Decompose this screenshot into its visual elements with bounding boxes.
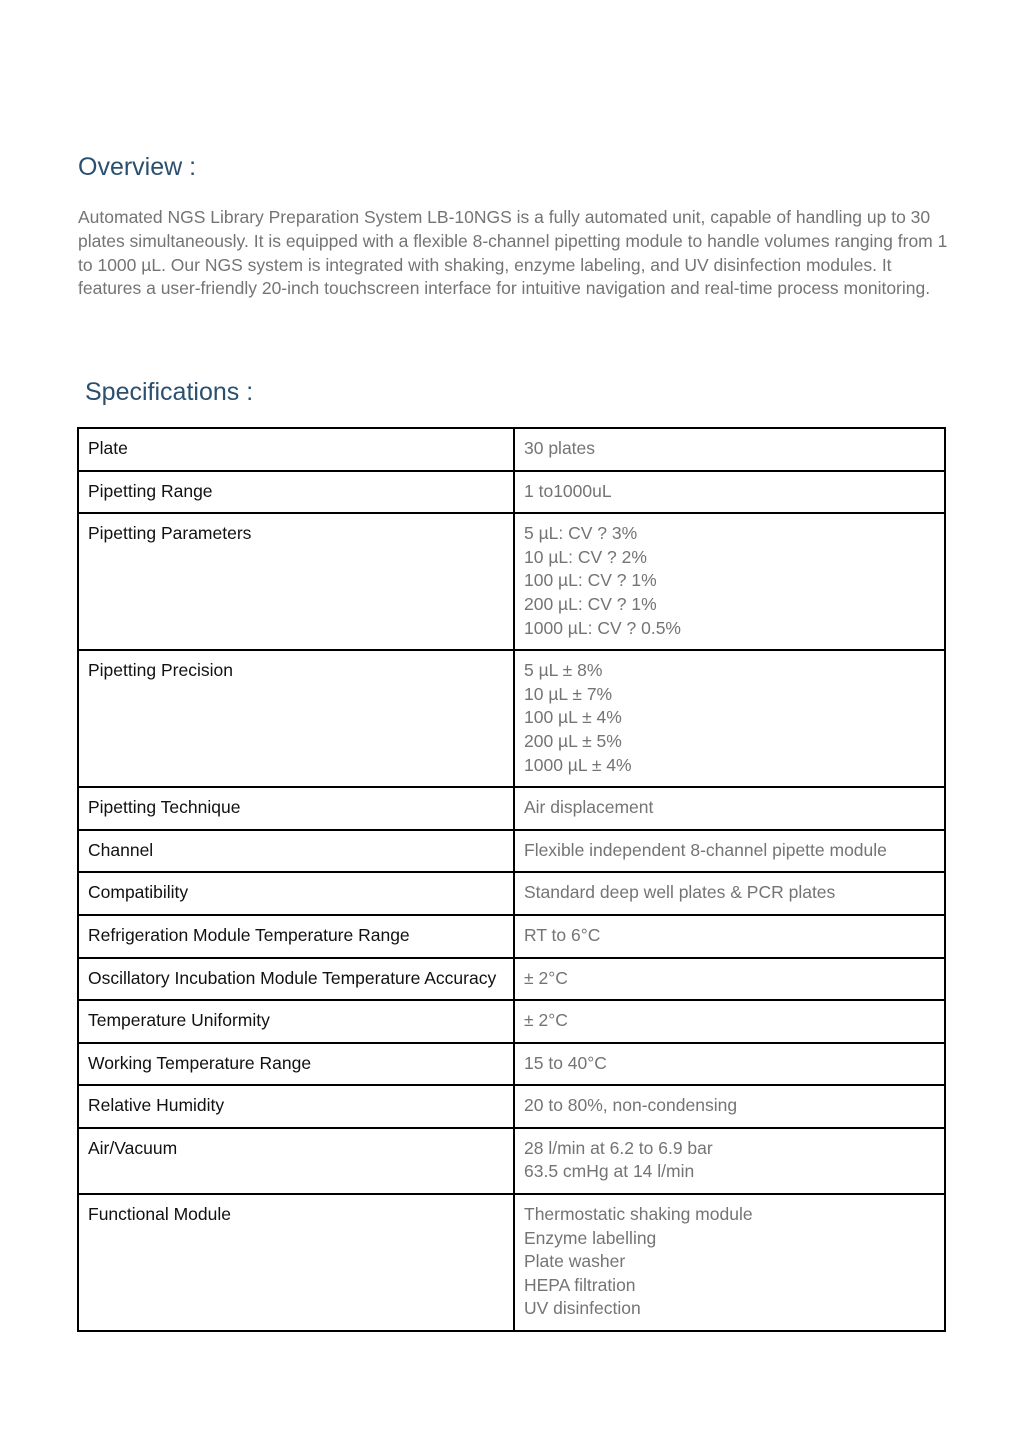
spec-value-line: 100 µL: CV ? 1% — [524, 570, 657, 591]
spec-name-cell: Plate — [78, 428, 514, 471]
spec-value-line: HEPA filtration — [524, 1274, 636, 1295]
spec-value-line: 10 µL ± 7% — [524, 683, 613, 704]
spec-value-cell — [514, 872, 945, 915]
spec-value-line: Air displacement — [524, 797, 654, 818]
spec-name-cell: Working Temperature Range — [78, 1043, 514, 1086]
spec-name-cell: Oscillatory Incubation Module Temperature Accuracy — [78, 958, 514, 1001]
spec-value-line: ± 2°C — [524, 1010, 568, 1031]
spec-value-line: 5 µL: CV ? 3% — [524, 523, 638, 544]
spec-name-cell: Relative Humidity — [78, 1085, 514, 1128]
table-row — [78, 1194, 945, 1331]
spec-value-line: 200 µL: CV ? 1% — [524, 593, 657, 614]
table-row — [78, 1085, 945, 1128]
table-row — [78, 915, 945, 958]
spec-value-cell — [514, 650, 945, 787]
spec-value-line: 100 µL ± 4% — [524, 707, 622, 728]
overview-heading: Overview : — [78, 153, 197, 181]
spec-value-line: ± 2°C — [524, 967, 568, 988]
spec-value-line: 20 to 80%, non-condensing — [524, 1095, 738, 1116]
spec-value-line: 1000 µL: CV ? 0.5% — [524, 617, 681, 638]
table-row — [78, 513, 945, 650]
spec-value-line: 5 µL ± 8% — [524, 660, 603, 681]
spec-value-line: UV disinfection — [524, 1298, 641, 1319]
table-row — [78, 830, 945, 873]
spec-name-cell: Pipetting Technique — [78, 787, 514, 830]
spec-value-cell — [514, 958, 945, 1001]
spec-value-cell — [514, 1128, 945, 1194]
spec-value-line: Standard deep well plates & PCR plates — [524, 882, 836, 903]
specifications-table-body — [78, 428, 945, 1331]
spec-name-cell: Temperature Uniformity — [78, 1000, 514, 1043]
spec-value-line: 1 to1000uL — [524, 480, 612, 501]
overview-paragraph: Automated NGS Library Preparation System LB-10NGS is a fully automated unit, capable of handling up to 30 plates simultaneously. It is equipped with a flexible 8-channel pipetting module to handle volumes ranging from 1 to 1000 µL. Our NGS system is integrated with shaking, enzyme labeling, and UV disinfection modules. It features a user-friendly 20-inch touchscreen interface for intuitive navigation and real-time process monitoring. — [78, 207, 948, 299]
spec-name-cell: Refrigeration Module Temperature Range — [78, 915, 514, 958]
spec-value-line: 1000 µL ± 4% — [524, 754, 632, 775]
specifications-table — [77, 427, 946, 1332]
spec-value-line: 63.5 cmHg at 14 l/min — [524, 1161, 695, 1182]
spec-value-line: Thermostatic shaking module — [524, 1204, 753, 1225]
spec-value-line: 28 l/min at 6.2 to 6.9 bar — [524, 1137, 713, 1158]
table-row — [78, 1043, 945, 1086]
spec-value-line: Plate washer — [524, 1251, 626, 1272]
spec-name-cell: Compatibility — [78, 872, 514, 915]
table-row — [78, 787, 945, 830]
spec-name-cell: Pipetting Parameters — [78, 513, 514, 650]
table-row — [78, 872, 945, 915]
spec-value-line: 200 µL ± 5% — [524, 730, 622, 751]
spec-value-line: RT to 6°C — [524, 924, 601, 945]
spec-value-cell — [514, 513, 945, 650]
table-row — [78, 428, 945, 471]
spec-name-cell: Air/Vacuum — [78, 1128, 514, 1194]
table-row — [78, 1000, 945, 1043]
table-row — [78, 958, 945, 1001]
spec-value-cell — [514, 915, 945, 958]
spec-name-cell: Pipetting Precision — [78, 650, 514, 787]
spec-value-line: 10 µL: CV ? 2% — [524, 546, 647, 567]
spec-name-cell: Channel — [78, 830, 514, 873]
spec-value-line: Flexible independent 8-channel pipette module — [524, 839, 887, 860]
spec-value-cell — [514, 471, 945, 514]
spec-value-cell — [514, 1194, 945, 1331]
spec-name-cell: Functional Module — [78, 1194, 514, 1331]
table-row — [78, 471, 945, 514]
spec-value-cell — [514, 830, 945, 873]
table-row — [78, 650, 945, 787]
spec-name-cell: Pipetting Range — [78, 471, 514, 514]
table-row — [78, 1128, 945, 1194]
spec-value-cell — [514, 1085, 945, 1128]
spec-value-line: Enzyme labelling — [524, 1227, 657, 1248]
spec-value-cell — [514, 787, 945, 830]
specifications-heading: Specifications : — [85, 378, 254, 406]
spec-value-cell — [514, 428, 945, 471]
spec-value-line: 15 to 40°C — [524, 1052, 607, 1073]
spec-value-line: 30 plates — [524, 438, 596, 458]
spec-value-cell — [514, 1043, 945, 1086]
spec-value-cell — [514, 1000, 945, 1043]
